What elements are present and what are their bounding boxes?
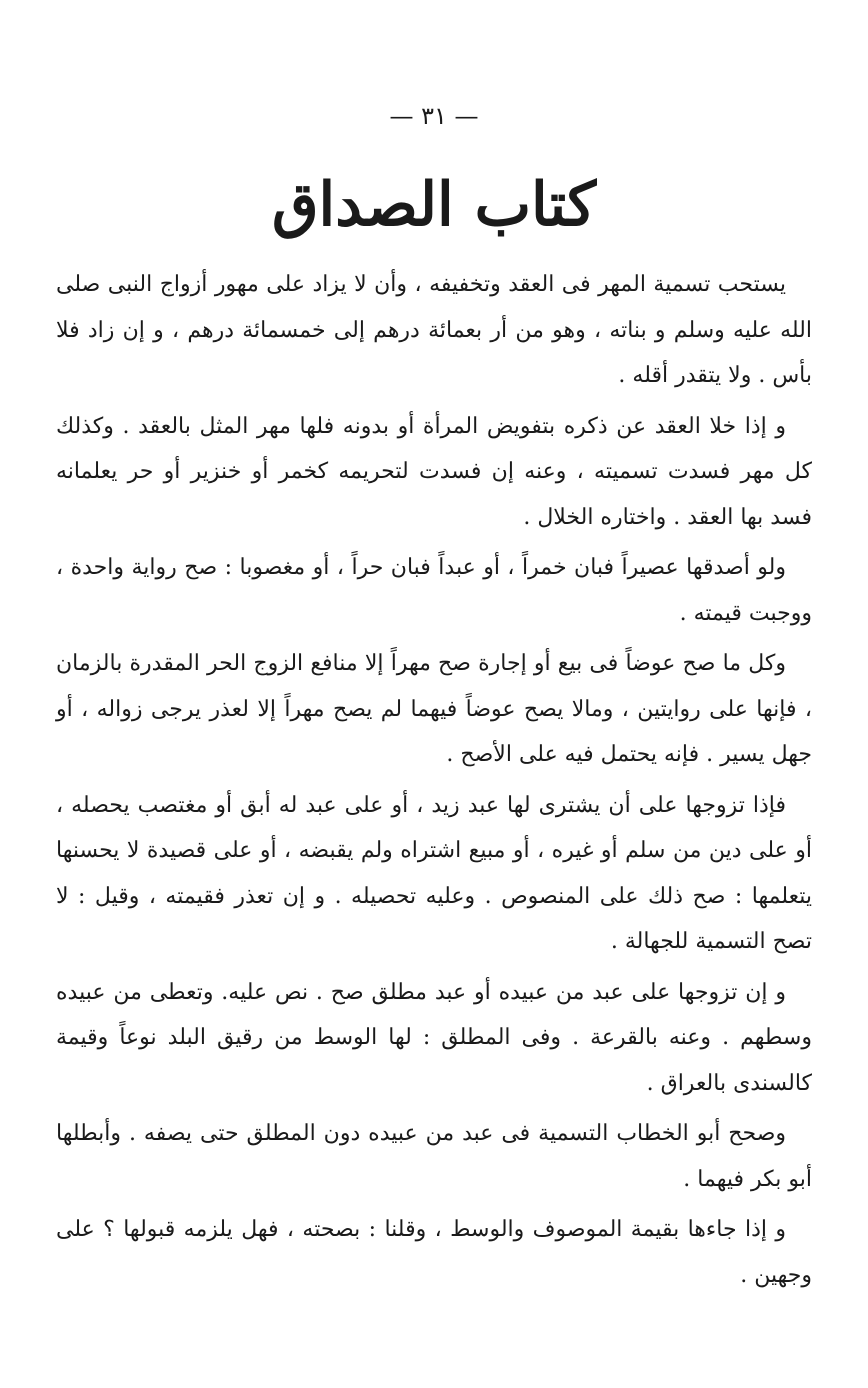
paragraph-1: يستحب تسمية المهر فى العقد وتخفيفه ، وأن لا يزاد على مهور أزواج النبى صلى الله عليه وسلم و بناته ، وهو من أر بعمائة درهم إلى خمسمائة درهم ، و إن زاد فلا بأس . ولا يتقدر أقله .: [56, 272, 812, 388]
chapter-title: كتاب الصداق: [271, 170, 597, 240]
paragraph-2: و إذا خلا العقد عن ذكره بتفويض المرأة أو بدونه فلها مهر المثل بالعقد . وكذلك كل مهر فسدت تسميته ، وعنه إن فسدت لتحريمه كخمر أو خنزير أو حر يعلمانه فسد بها العقد . واختاره الخلال .: [56, 413, 812, 530]
paragraph-6: و إن تزوجها على عبد من عبيده أو عبد مطلق صح . نص عليه. وتعطى من عبيده وسطهم . وعنه بالقرعة . وفى المطلق : لها الوسط من رقيق البلد نوعاً وقيمة كالسندى بالعراق .: [56, 979, 812, 1096]
paragraph-7: وصحح أبو الخطاب التسمية فى عبد من عبيده دون المطلق حتى يصفه . وأبطلها أبو بكر فيهما .: [56, 1121, 812, 1192]
body-text: [56, 262, 812, 1298]
paragraph-3: ولو أصدقها عصيراً فبان خمراً ، أو عبداً فبان حراً ، أو مغصوبا : صح رواية واحدة ، ووجبت قيمته .: [56, 555, 812, 626]
paragraph-8: و إذا جاءها بقيمة الموصوف والوسط ، وقلنا : بصحته ، فهل يلزمه قبولها ؟ على وجهين .: [56, 1217, 812, 1288]
paragraph-4: وكل ما صح عوضاً فى بيع أو إجارة صح مهراً إلا منافع الزوج الحر المقدرة بالزمان ، فإنها على روايتين ، ومالا يصح عوضاً فيهما لم يصح مهراً إلا لعذر يرجى زواله ، أو جهل يسير . فإنه يحتمل فيه على الأصح .: [56, 651, 812, 767]
page-number: — ٣١ —: [389, 102, 479, 130]
paragraph-5: فإذا تزوجها على أن يشترى لها عبد زيد ، أو على عبد له أبق أو مغتصب يحصله ، أو على دين من سلم أو غيره ، أو مبيع اشتراه ولم يقبضه ، أو على قصيدة لا يحسنها يتعلمها : صح ذلك على المنصوص . وعليه تحصيله . و إن تعذر فقيمته ، وقيل : لا تصح التسمية للجهالة .: [56, 792, 812, 954]
